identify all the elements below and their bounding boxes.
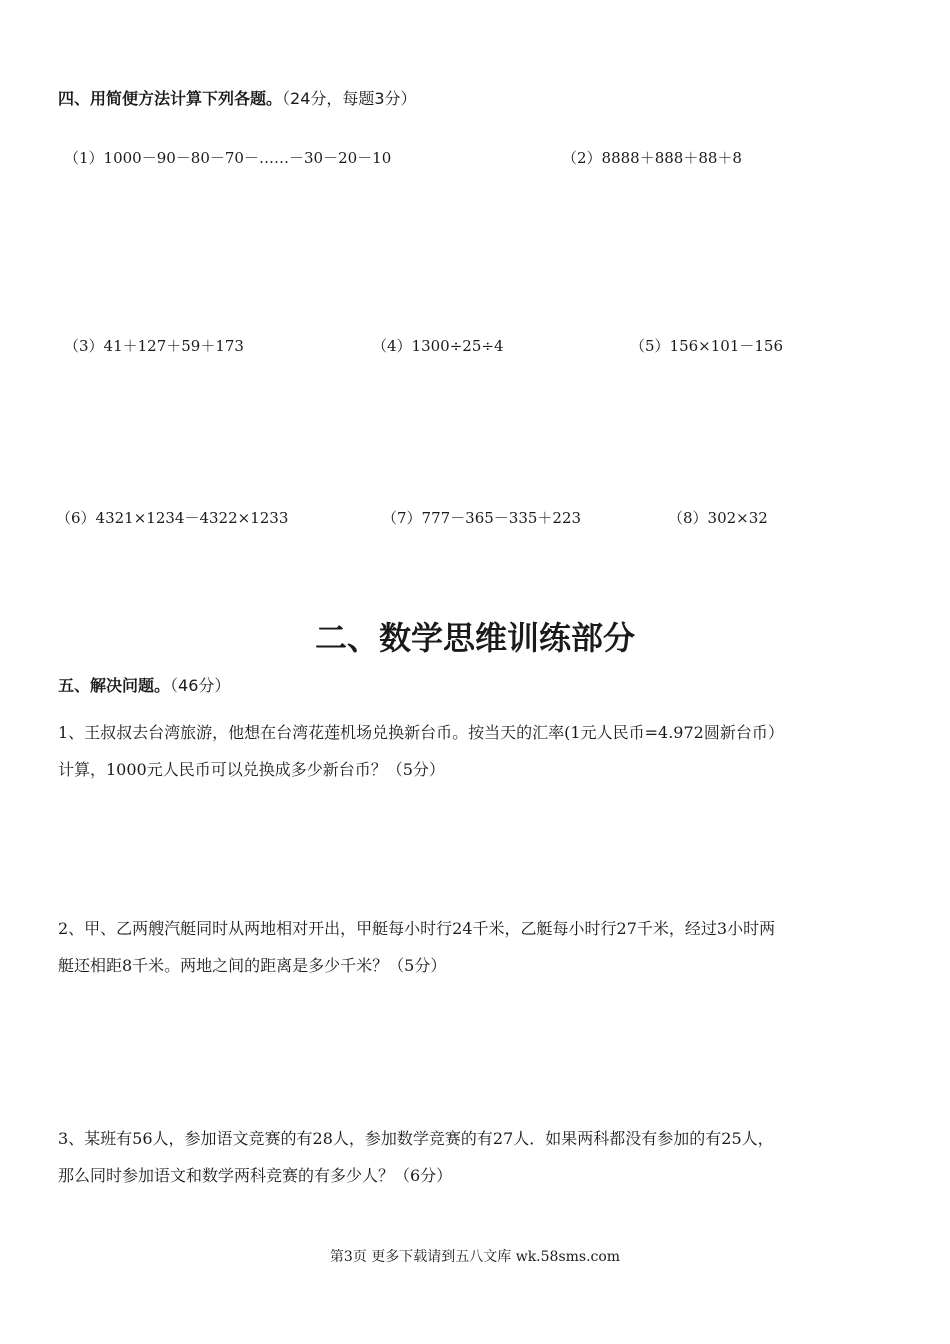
section-4-score: （24分，每题3分） — [282, 89, 417, 108]
calc-item-2: （2）8888＋888＋88＋8 — [562, 149, 742, 167]
section-4-heading — [58, 86, 417, 109]
problem-1 — [58, 714, 898, 788]
calc-item-4: （4）1300÷25÷4 — [372, 337, 504, 355]
part-title: 二、数学思维训练部分 — [314, 619, 635, 657]
section-5-title: 五、解决问题。 — [58, 676, 171, 695]
problem-1-line-1: 1、王叔叔去台湾旅游，他想在台湾花莲机场兑换新台币。按当天的汇率(1元人民币=4.972圆新台币） — [58, 723, 784, 742]
calc-item-6: （6）4321×1234－4322×1233 — [56, 509, 289, 527]
problem-3 — [58, 1120, 898, 1194]
calc-item-7: （7）777－365－335＋223 — [382, 509, 582, 527]
calc-item-5: （5）156×101－156 — [630, 337, 784, 355]
problem-1-line-2: 计算，1000元人民币可以兑换成多少新台币？（5分） — [58, 760, 445, 779]
problem-2-line-2: 艇还相距8千米。两地之间的距离是多少千米？（5分） — [58, 956, 447, 975]
problem-3-line-1: 3、某班有56人，参加语文竞赛的有28人，参加数学竞赛的有27人．如果两科都没有参加的有25人， — [58, 1129, 774, 1148]
calc-item-8: （8）302×32 — [668, 509, 768, 527]
problem-3-line-2: 那么同时参加语文和数学两科竞赛的有多少人？（6分） — [58, 1166, 453, 1185]
calc-item-3: （3）41＋127＋59＋173 — [64, 337, 244, 355]
section-5-heading — [58, 673, 230, 696]
section-4-title: 四、用简便方法计算下列各题。 — [58, 89, 283, 108]
page-footer: 第3页 更多下载请到五八文库 wk.58sms.com — [329, 1249, 621, 1265]
section-5-score: （46分） — [170, 676, 231, 695]
problem-2-line-1: 2、甲、乙两艘汽艇同时从两地相对开出，甲艇每小时行24千米，乙艇每小时行27千米，经过3小时两 — [58, 919, 776, 938]
problem-2 — [58, 910, 898, 984]
calc-item-1: （1）1000－90－80－70－……－30－20－10 — [64, 149, 392, 167]
